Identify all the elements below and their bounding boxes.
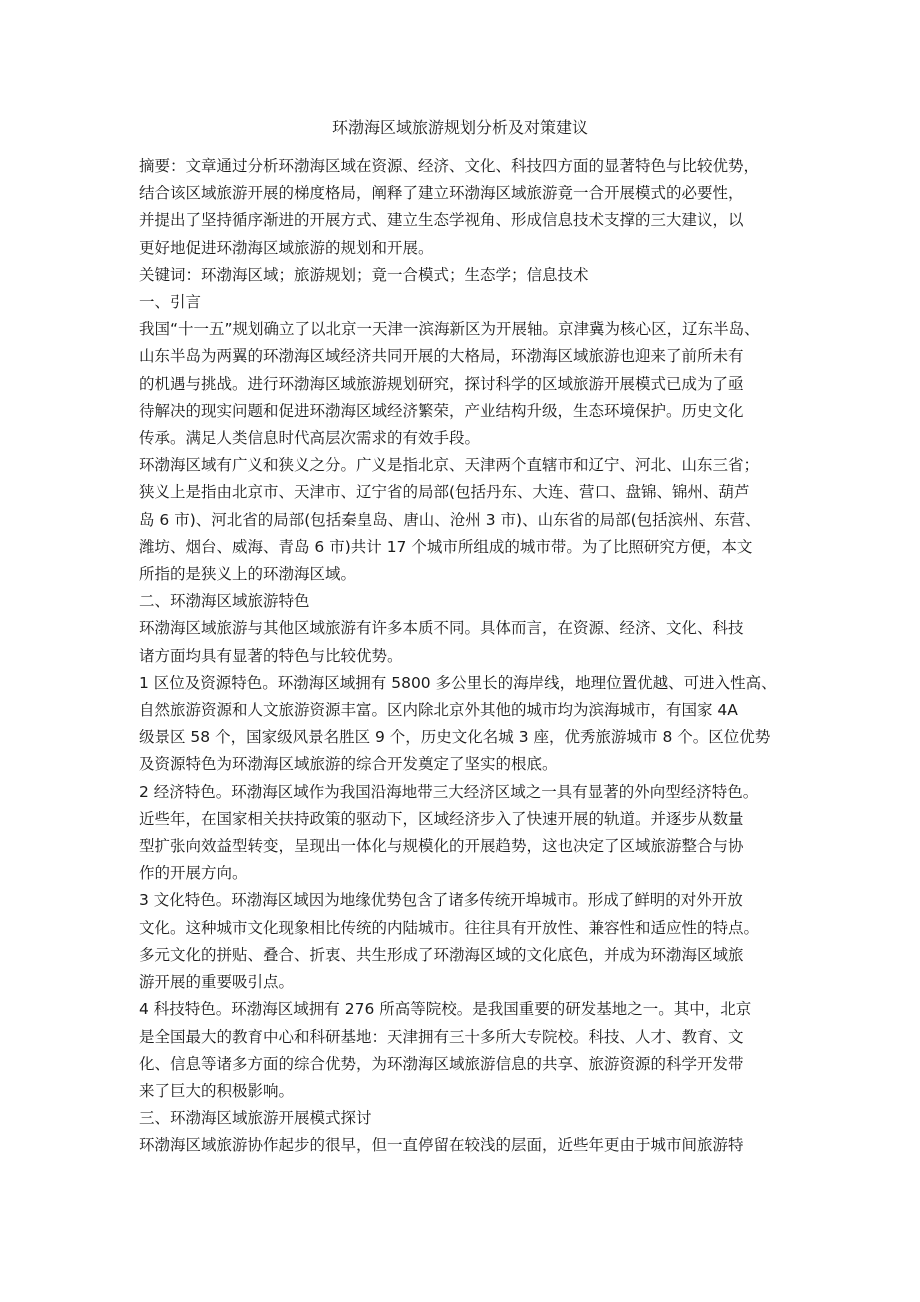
text-line: 级景区 58 个，国家级风景名胜区 9 个，历史文化名城 3 座，优秀旅游城市 8 个。区位优势 [139, 728, 771, 747]
text-line: 化、信息等诸多方面的综合优势，为环渤海区域旅游信息的共享、旅游资源的科学开发带 [139, 1054, 744, 1073]
text-line: 传承。满足人类信息时代高层次需求的有效手段。 [139, 429, 481, 448]
document-body [139, 153, 799, 1160]
text-line: 狭义上是指由北京市、天津市、辽宁省的局部(包括丹东、大连、营口、盘锦、锦州、葫芦 [139, 483, 750, 502]
text-line: 近些年，在国家相关扶持政策的驱动下，区域经济步入了快速开展的轨道。并逐步从数量 [139, 809, 744, 828]
text-line: 摘要：文章通过分析环渤海区域在资源、经济、文化、科技四方面的显著特色与比较优势， [139, 157, 760, 175]
text-line: 待解决的现实问题和促进环渤海区域经济繁荣，产业结构升级，生态环境保护。历史文化 [139, 401, 744, 420]
text-line: 诸方面均具有显著的特色与比较优势。 [139, 646, 403, 665]
text-line: 岛 6 市)、河北省的局部(包括秦皇岛、唐山、沧州 3 市)、山东省的局部(包括滨州、东营、 [139, 510, 761, 529]
text-line: 结合该区域旅游开展的梯度格局，阐释了建立环渤海区域旅游竟一合开展模式的必要性， [139, 184, 744, 203]
text-line: 文化。这种城市文化现象相比传统的内陆城市。往往具有开放性、兼容性和适应性的特点。 [139, 918, 760, 937]
text-line: 的机遇与挑战。进行环渤海区域旅游规划研究，探讨科学的区域旅游开展模式已成为了亟 [139, 374, 744, 393]
text-line: 4 科技特色。环渤海区域拥有 276 所高等院校。是我国重要的研发基地之一。其中，北京 [139, 1000, 752, 1019]
text-line: 山东半岛为两翼的环渤海区域经济共同开展的大格局，环渤海区域旅游也迎来了前所未有 [139, 347, 744, 366]
text-line: 一、引言 [139, 293, 202, 312]
text-line: 3 文化特色。环渤海区域因为地缘优势包含了诸多传统开埠城市。形成了鲜明的对外开放 [139, 891, 743, 910]
text-line: 关键词：环渤海区域；旅游规划；竟一合模式；生态学；信息技术 [139, 265, 589, 284]
text-line: 1 区位及资源特色。环渤海区域拥有 5800 多公里长的海岸线，地理位置优越、可进入性高、 [139, 673, 777, 692]
text-line: 更好地促进环渤海区域旅游的规划和开展。 [139, 238, 434, 257]
text-line: 2 经济特色。环渤海区域作为我国沿海地带三大经济区域之一具有显著的外向型经济特色。 [139, 782, 759, 801]
text-line: 所指的是狭义上的环渤海区域。 [139, 565, 357, 584]
text-line: 环渤海区域旅游协作起步的很早，但一直停留在较浅的层面，近些年更由于城市间旅游特 [139, 1136, 744, 1155]
text-line: 潍坊、烟台、威海、青岛 6 市)共计 17 个城市所组成的城市带。为了比照研究方便，本文 [139, 537, 753, 556]
text-line: 型扩张向效益型转变，呈现出一体化与规模化的开展趋势，这也决定了区域旅游整合与协 [139, 837, 744, 856]
text-line: 多元文化的拼贴、叠合、折衷、共生形成了环渤海区域的文化底色，并成为环渤海区域旅 [139, 945, 744, 964]
text-line: 三、环渤海区域旅游开展模式探讨 [139, 1109, 372, 1128]
text-line: 游开展的重要吸引点。 [139, 973, 295, 992]
text-line: 我国“十一五”规划确立了以北京一天津一滨海新区为开展轴。京津冀为核心区，辽东半岛、 [139, 320, 760, 339]
text-line: 自然旅游资源和人文旅游资源丰富。区内除北京外其他的城市均为滨海城市，有国家 4A [139, 701, 738, 720]
text-line: 作的开展方向。 [139, 864, 248, 883]
text-line: 环渤海区域旅游与其他区域旅游有许多本质不同。具体而言，在资源、经济、文化、科技 [139, 619, 744, 638]
text-line: 并提出了坚持循序渐进的开展方式、建立生态学视角、形成信息技术支撑的三大建议，以 [139, 211, 744, 230]
text-line: 是全国最大的教育中心和科研基地：天津拥有三十多所大专院校。科技、人才、教育、文 [139, 1027, 744, 1046]
text-line: 二、环渤海区域旅游特色 [139, 592, 310, 611]
text-line: 环渤海区域有广义和狭义之分。广义是指北京、天津两个直辖市和辽宁、河北、山东三省； [139, 456, 760, 475]
text-line: 来了巨大的积极影响。 [139, 1081, 295, 1100]
text-line: 及资源特色为环渤海区域旅游的综合开发奠定了坚实的根底。 [139, 755, 558, 774]
document-title: 环渤海区域旅游规划分析及对策建议 [331, 118, 588, 137]
